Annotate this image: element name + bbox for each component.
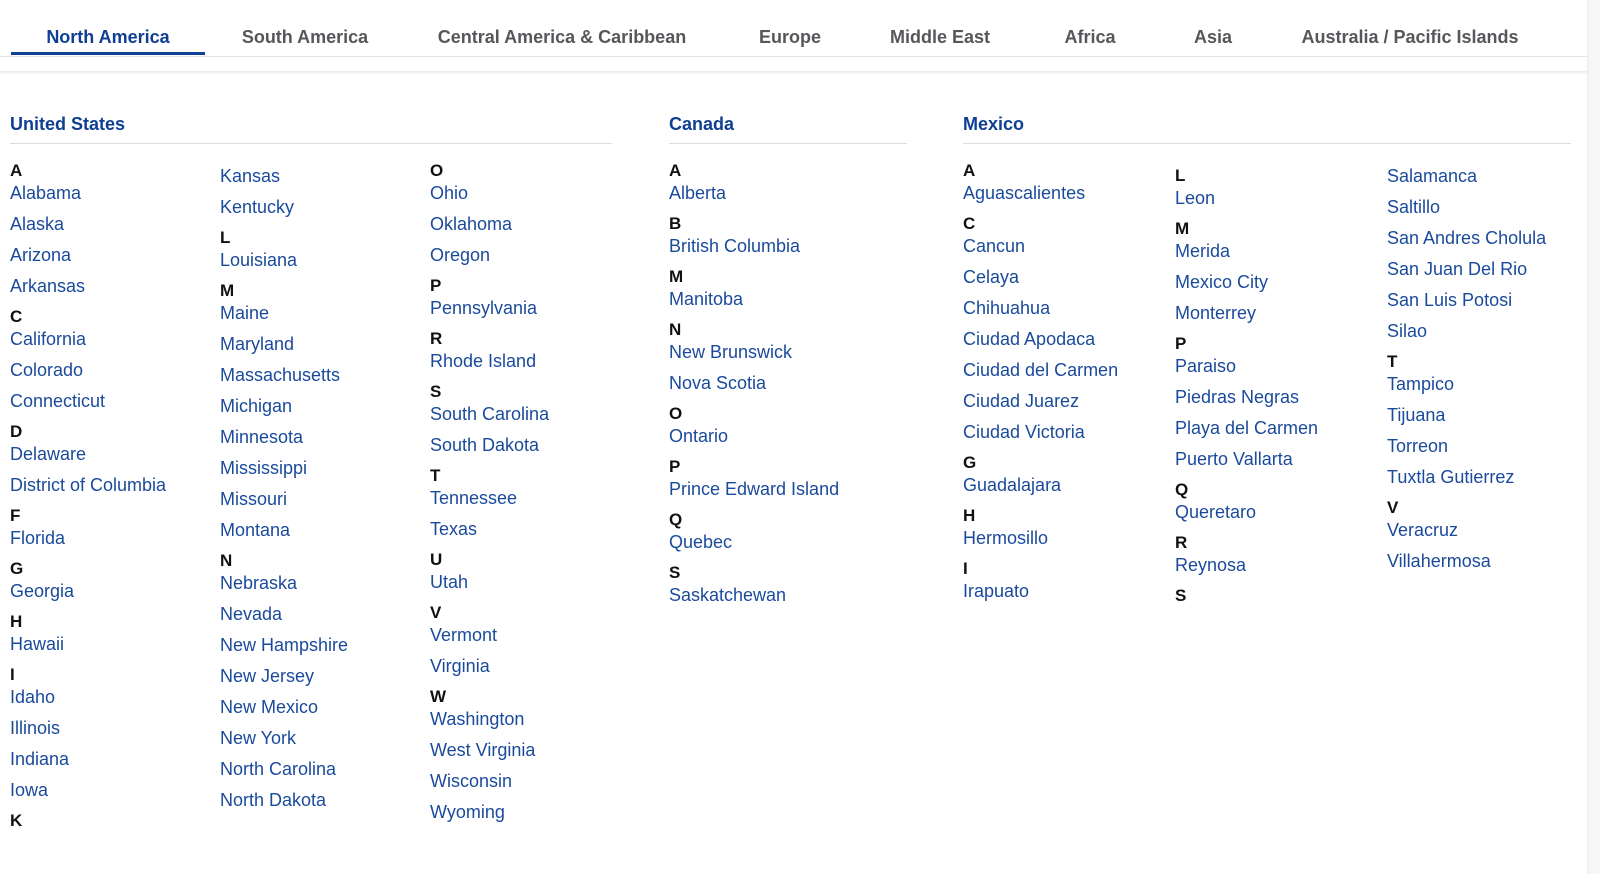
letter-heading: S xyxy=(669,563,681,582)
location-link[interactable]: Tampico xyxy=(1387,374,1455,394)
letter-heading: F xyxy=(10,506,21,525)
location-link[interactable]: San Juan Del Rio xyxy=(1387,259,1528,279)
location-link[interactable]: Arkansas xyxy=(10,276,86,296)
location-link[interactable]: Washington xyxy=(430,709,525,729)
letter-heading: S xyxy=(1175,586,1187,605)
location-link[interactable]: Utah xyxy=(430,572,469,592)
location-link[interactable]: Ciudad del Carmen xyxy=(963,360,1119,380)
letter-heading: M xyxy=(1175,219,1190,238)
location-link[interactable]: Montana xyxy=(220,520,291,540)
location-link[interactable]: Maine xyxy=(220,303,270,323)
location-link[interactable]: Ciudad Apodaca xyxy=(963,329,1096,349)
location-link[interactable]: Puerto Vallarta xyxy=(1175,449,1293,469)
tab-australia-pacific-islands[interactable]: Australia / Pacific Islands xyxy=(1301,27,1519,47)
tab-africa[interactable]: Africa xyxy=(1064,27,1116,47)
letter-heading: O xyxy=(669,404,683,423)
location-link[interactable]: Ontario xyxy=(669,426,729,446)
letter-heading: Q xyxy=(669,510,683,529)
location-link[interactable]: San Luis Potosi xyxy=(1387,290,1513,310)
location-link[interactable]: Saltillo xyxy=(1387,197,1441,217)
location-link[interactable]: New Brunswick xyxy=(669,342,793,362)
letter-heading: B xyxy=(669,214,682,233)
letter-heading: H xyxy=(963,506,976,525)
location-link[interactable]: Minnesota xyxy=(220,427,304,447)
tab-middle-east[interactable]: Middle East xyxy=(889,27,991,47)
location-link[interactable]: Alaska xyxy=(10,214,65,234)
location-link[interactable]: Monterrey xyxy=(1175,303,1257,323)
letter-heading: S xyxy=(430,382,442,401)
location-link[interactable]: Chihuahua xyxy=(963,298,1051,318)
location-link[interactable]: Illinois xyxy=(10,718,61,738)
letter-heading: C xyxy=(10,307,23,326)
location-link[interactable]: Tuxtla Gutierrez xyxy=(1387,467,1515,487)
location-link[interactable]: Celaya xyxy=(963,267,1020,287)
letter-heading: A xyxy=(10,161,23,180)
location-link[interactable]: Indiana xyxy=(10,749,70,769)
location-link[interactable]: New Mexico xyxy=(220,697,319,717)
location-link[interactable]: Missouri xyxy=(220,489,288,509)
location-link[interactable]: Leon xyxy=(1175,188,1216,208)
tab-south-america[interactable]: South America xyxy=(241,27,369,47)
letter-heading: R xyxy=(430,329,443,348)
location-link[interactable]: San Andres Cholula xyxy=(1387,228,1547,248)
tab-north-america[interactable]: North America xyxy=(11,0,205,55)
location-link[interactable]: Connecticut xyxy=(10,391,106,411)
location-link[interactable]: District of Columbia xyxy=(10,475,167,495)
location-link[interactable]: Veracruz xyxy=(1387,520,1459,540)
location-link[interactable]: Ohio xyxy=(430,183,469,203)
us-column-3 xyxy=(430,160,549,832)
letter-heading: M xyxy=(669,267,684,286)
location-link[interactable]: Salamanca xyxy=(1387,166,1478,186)
location-link[interactable]: Merida xyxy=(1175,241,1231,261)
location-link[interactable]: Florida xyxy=(10,528,66,548)
mexico-column-3 xyxy=(1387,165,1546,581)
location-link[interactable]: Kentucky xyxy=(220,197,295,217)
location-link[interactable]: Tennessee xyxy=(430,488,518,508)
location-link[interactable]: Louisiana xyxy=(220,250,298,270)
canada-column-1 xyxy=(669,160,839,615)
country-heading-united-states xyxy=(10,112,612,144)
location-link[interactable]: Oklahoma xyxy=(430,214,513,234)
letter-heading: R xyxy=(1175,533,1188,552)
letter-heading: I xyxy=(963,559,968,578)
location-link[interactable]: Ciudad Juarez xyxy=(963,391,1080,411)
location-link[interactable]: Rhode Island xyxy=(430,351,537,371)
location-link[interactable]: Villahermosa xyxy=(1387,551,1491,571)
location-link[interactable]: Nevada xyxy=(220,604,283,624)
letter-heading: P xyxy=(430,276,442,295)
location-link[interactable]: Hawaii xyxy=(10,634,65,654)
location-link[interactable]: Delaware xyxy=(10,444,87,464)
location-link[interactable]: Saskatchewan xyxy=(669,585,787,605)
letter-heading: N xyxy=(220,551,233,570)
location-link[interactable]: Cancun xyxy=(963,236,1026,256)
location-link[interactable]: West Virginia xyxy=(430,740,536,760)
letter-heading: T xyxy=(1387,352,1398,371)
location-link[interactable]: Michigan xyxy=(220,396,293,416)
location-link[interactable]: South Dakota xyxy=(430,435,540,455)
letter-heading: M xyxy=(220,281,235,300)
letter-heading: U xyxy=(430,550,443,569)
letter-heading: L xyxy=(1175,166,1186,185)
tabs-divider xyxy=(0,71,1587,74)
location-link[interactable]: Virginia xyxy=(430,656,490,676)
location-link[interactable]: Massachusetts xyxy=(220,365,341,385)
letter-heading: L xyxy=(220,228,231,247)
location-link[interactable]: Reynosa xyxy=(1175,555,1247,575)
location-link[interactable]: Piedras Negras xyxy=(1175,387,1300,407)
letter-heading: O xyxy=(430,161,444,180)
location-link[interactable]: Guadalajara xyxy=(963,475,1062,495)
letter-heading: P xyxy=(669,457,681,476)
location-link[interactable]: Prince Edward Island xyxy=(669,479,840,499)
country-title: United States xyxy=(10,112,612,144)
country-heading-canada xyxy=(669,112,907,144)
location-link[interactable]: Tijuana xyxy=(1387,405,1446,425)
letter-heading: V xyxy=(430,603,442,622)
location-link[interactable]: Silao xyxy=(1387,321,1428,341)
page-scrollbar[interactable] xyxy=(1587,0,1600,874)
location-link[interactable]: Idaho xyxy=(10,687,56,707)
location-link[interactable]: Alabama xyxy=(10,183,82,203)
letter-heading: H xyxy=(10,612,23,631)
location-link[interactable]: Queretaro xyxy=(1175,502,1257,522)
location-link[interactable]: Arizona xyxy=(10,245,72,265)
location-link[interactable]: Wyoming xyxy=(430,802,505,822)
letter-heading: K xyxy=(10,811,23,830)
letter-heading: C xyxy=(963,214,976,233)
location-link[interactable]: Ciudad Victoria xyxy=(963,422,1085,442)
location-link[interactable]: California xyxy=(10,329,87,349)
location-link[interactable]: Mississippi xyxy=(220,458,308,478)
location-link[interactable]: Kansas xyxy=(220,166,281,186)
us-column-1 xyxy=(10,160,166,832)
letter-heading: G xyxy=(963,453,977,472)
letter-heading: V xyxy=(1387,498,1399,517)
location-link[interactable]: New York xyxy=(220,728,297,748)
location-link[interactable]: Paraiso xyxy=(1175,356,1237,376)
location-link[interactable]: Wisconsin xyxy=(430,771,513,791)
mexico-column-2 xyxy=(1175,165,1318,607)
letter-heading: A xyxy=(963,161,976,180)
location-link[interactable]: New Hampshire xyxy=(220,635,349,655)
country-heading-mexico xyxy=(963,112,1571,144)
tab-asia[interactable]: Asia xyxy=(1193,27,1233,47)
location-link[interactable]: Pennsylvania xyxy=(430,298,538,318)
location-link[interactable]: North Dakota xyxy=(220,790,327,810)
letter-heading: Q xyxy=(1175,480,1189,499)
location-link[interactable]: Vermont xyxy=(430,625,498,645)
letter-heading: W xyxy=(430,687,447,706)
location-link[interactable]: Quebec xyxy=(669,532,733,552)
location-link[interactable]: British Columbia xyxy=(669,236,801,256)
location-link[interactable]: Iowa xyxy=(10,780,49,800)
letter-heading: T xyxy=(430,466,441,485)
location-link[interactable]: Nebraska xyxy=(220,573,298,593)
location-link[interactable]: Alberta xyxy=(669,183,727,203)
location-link[interactable]: Georgia xyxy=(10,581,75,601)
tab-europe[interactable]: Europe xyxy=(758,27,821,47)
location-link[interactable]: Playa del Carmen xyxy=(1175,418,1319,438)
region-tabs xyxy=(0,0,1587,57)
location-link[interactable]: Colorado xyxy=(10,360,84,380)
country-title: Mexico xyxy=(963,112,1571,144)
country-title: Canada xyxy=(669,112,907,144)
us-column-2 xyxy=(220,165,348,820)
mexico-column-1 xyxy=(963,160,1118,611)
location-link[interactable]: Mexico City xyxy=(1175,272,1269,292)
location-link[interactable]: New Jersey xyxy=(220,666,315,686)
tab-central-america-caribbean[interactable]: Central America & Caribbean xyxy=(437,27,687,47)
location-link[interactable]: North Carolina xyxy=(220,759,337,779)
location-link[interactable]: Maryland xyxy=(220,334,295,354)
location-link[interactable]: Nova Scotia xyxy=(669,373,767,393)
location-link[interactable]: Irapuato xyxy=(963,581,1030,601)
location-link[interactable]: Aguascalientes xyxy=(963,183,1086,203)
location-link[interactable]: Oregon xyxy=(430,245,491,265)
location-link[interactable]: Hermosillo xyxy=(963,528,1049,548)
letter-heading: N xyxy=(669,320,682,339)
letter-heading: G xyxy=(10,559,24,578)
letter-heading: D xyxy=(10,422,23,441)
location-link[interactable]: Torreon xyxy=(1387,436,1449,456)
location-link[interactable]: Texas xyxy=(430,519,478,539)
letter-heading: I xyxy=(10,665,15,684)
location-link[interactable]: Manitoba xyxy=(669,289,744,309)
location-link[interactable]: South Carolina xyxy=(430,404,550,424)
letter-heading: A xyxy=(669,161,682,180)
letter-heading: P xyxy=(1175,334,1187,353)
